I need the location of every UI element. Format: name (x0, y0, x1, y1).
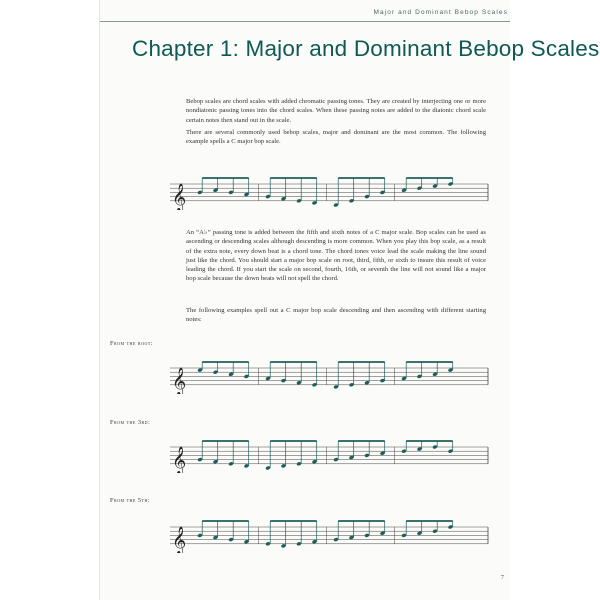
page-number: 7 (500, 574, 504, 581)
music-staff-from-root (170, 354, 490, 394)
intro-paragraph-1: Bebop scales are chord scales with added chromatic passing tones. They are created by interjecting one or more nondiatonic passing tones into the chord scales. When these passing notes are added to the diatonic chord scale certain notes then stand out in the scale. (186, 98, 486, 124)
music-staff-c-major-bop-scale (170, 170, 490, 210)
intro-paragraph-2: There are several commonly used bebop scales, major and dominant are the most common. The following example spells a C major bop scale. (186, 129, 486, 146)
music-staff-from-fifth (170, 513, 490, 553)
body-paragraph-2: The following examples spell out a C major bop scale descending and then ascending with different starting notes: (186, 307, 486, 324)
example-label-root: From the root: (110, 340, 154, 347)
chapter-title: Chapter 1: Major and Dominant Bebop Scales (132, 36, 600, 61)
body-paragraph-1: An “A♭” passing tone is added between the fifth and sixth notes of a C major scale. Bop scales can be used as ascending or descending scales although descending is more common. When you play this bop scale, as a result of the extra note, every down beat is a chord tone. The chord tones voice lead the scale making the line sound just like the chord. You should start a major bop scale on root, third, fifth, or sixth to insure this result of voice leading the chord. If you start the scale on second, fourth, 16th, or seventh the line will not sound like a major bop scale because the down beats will not spell the chord. (186, 229, 486, 283)
header-rule (100, 21, 510, 22)
treble-clef-icon: 𝄞 (172, 182, 187, 210)
treble-clef-icon: 𝄞 (172, 525, 187, 553)
example-label-fifth: From the 5th: (110, 497, 151, 504)
treble-clef-icon: 𝄞 (172, 445, 187, 473)
music-staff-from-third (170, 433, 490, 473)
book-page (100, 0, 510, 600)
treble-clef-icon: 𝄞 (172, 366, 187, 394)
running-head: Major and Dominant Bebop Scales (373, 9, 508, 16)
example-label-third: From the 3rd: (110, 419, 151, 426)
